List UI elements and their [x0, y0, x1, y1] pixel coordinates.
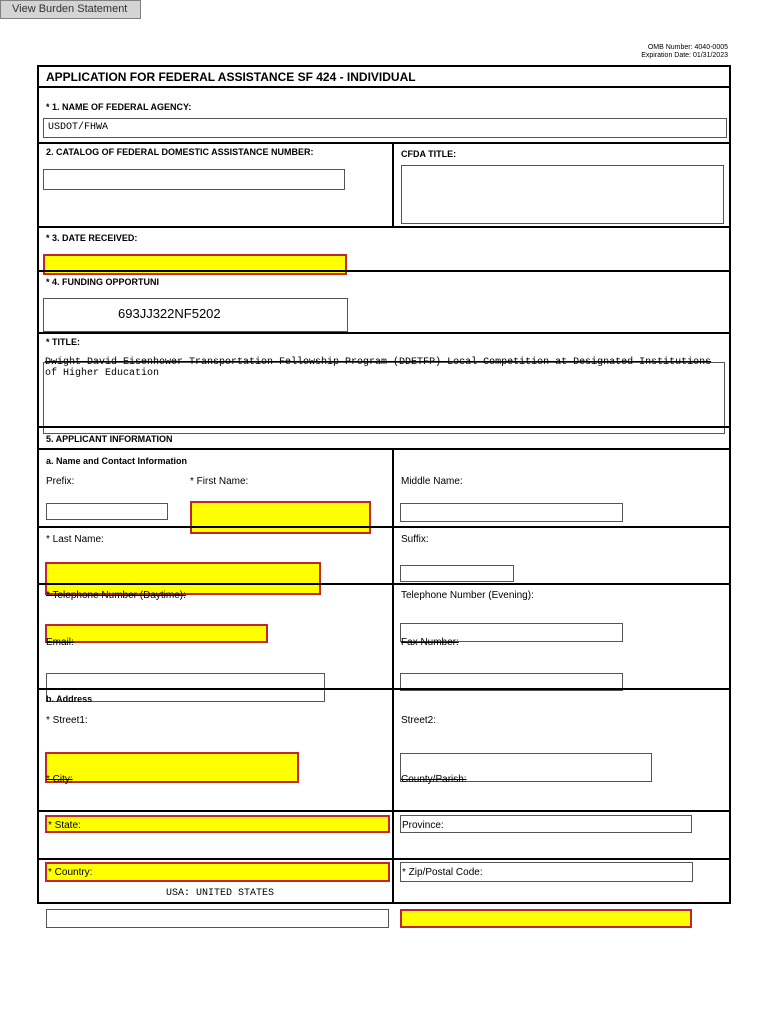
phone-daytime-label: * Telephone Number (Daytime): — [46, 590, 186, 601]
address-label: b. Address — [46, 694, 93, 704]
divider — [37, 583, 731, 585]
first-name-field[interactable] — [190, 501, 371, 534]
divider — [37, 448, 731, 450]
title-text-line1: Dwight David Eisenhower Transportation Fellowship Program (DDETFP) Local Competition at Designated Institutions — [45, 357, 712, 368]
name-contact-label: a. Name and Contact Information — [46, 456, 188, 466]
zip-postal-code-field[interactable] — [400, 909, 692, 928]
divider — [37, 810, 731, 812]
state-field[interactable] — [45, 815, 390, 833]
agency-field[interactable]: USDOT/FHWA — [43, 118, 727, 138]
title-label: * TITLE: — [46, 337, 80, 347]
omb-number: OMB Number: 4040-0005 — [647, 44, 728, 51]
view-burden-statement-button[interactable]: View Burden Statement — [0, 0, 141, 19]
state-label: * State: — [48, 820, 81, 831]
street1-label: * Street1: — [46, 715, 88, 726]
city-label: * City: — [46, 774, 73, 785]
county-label: County/Parish: — [401, 774, 467, 785]
divider — [37, 226, 731, 228]
last-name-label: * Last Name: — [46, 534, 104, 545]
date-received-label: * 3. DATE RECEIVED: — [46, 233, 138, 243]
divider — [392, 142, 394, 226]
applicant-section-label: 5. APPLICANT INFORMATION — [46, 434, 173, 444]
province-label: Province: — [402, 820, 444, 831]
phone-evening-label: Telephone Number (Evening): — [401, 590, 534, 601]
page-title: APPLICATION FOR FEDERAL ASSISTANCE SF 424 - INDIVIDUAL — [46, 70, 416, 84]
suffix-label: Suffix: — [401, 534, 429, 545]
country-label: * Country: — [48, 867, 93, 878]
middle-name-field[interactable] — [400, 503, 623, 522]
street1-field[interactable] — [45, 752, 299, 783]
street2-label: Street2: — [401, 715, 437, 726]
funding-label: * 4. FUNDING OPPORTUNI — [46, 277, 160, 287]
divider — [37, 86, 731, 88]
country-select[interactable] — [46, 909, 389, 928]
catalog-number-field[interactable] — [43, 169, 345, 190]
province-field[interactable] — [400, 815, 692, 833]
middle-name-label: Middle Name: — [401, 476, 463, 487]
phone-daytime-field[interactable] — [45, 624, 268, 643]
suffix-field[interactable] — [400, 565, 514, 582]
country-value: USA: UNITED STATES — [166, 888, 275, 899]
divider — [37, 688, 731, 690]
catalog-label: 2. CATALOG OF FEDERAL DOMESTIC ASSISTANCE NUMBER: — [46, 147, 314, 157]
fax-label: Fax Number: — [401, 637, 459, 648]
agency-label: * 1. NAME OF FEDERAL AGENCY: — [46, 102, 192, 112]
expiration-date: Expiration Date: 01/31/2023 — [641, 52, 728, 59]
funding-opportunity-field[interactable]: 693JJ322NF5202 — [43, 298, 348, 332]
divider — [37, 142, 731, 144]
prefix-field[interactable] — [46, 503, 168, 520]
divider — [392, 450, 394, 904]
divider — [37, 526, 731, 528]
zip-label: * Zip/Postal Code: — [402, 867, 483, 878]
cfda-title-label: CFDA TITLE: — [401, 149, 457, 159]
first-name-label: * First Name: — [190, 476, 249, 487]
prefix-label: Prefix: — [46, 476, 75, 487]
divider — [37, 426, 731, 428]
divider — [37, 270, 731, 272]
email-label: Email: — [46, 637, 74, 648]
cfda-title-field[interactable] — [401, 165, 724, 224]
country-field[interactable] — [45, 862, 390, 882]
divider — [37, 332, 731, 334]
title-text-line2: of Higher Education — [45, 368, 160, 379]
divider — [37, 858, 731, 860]
